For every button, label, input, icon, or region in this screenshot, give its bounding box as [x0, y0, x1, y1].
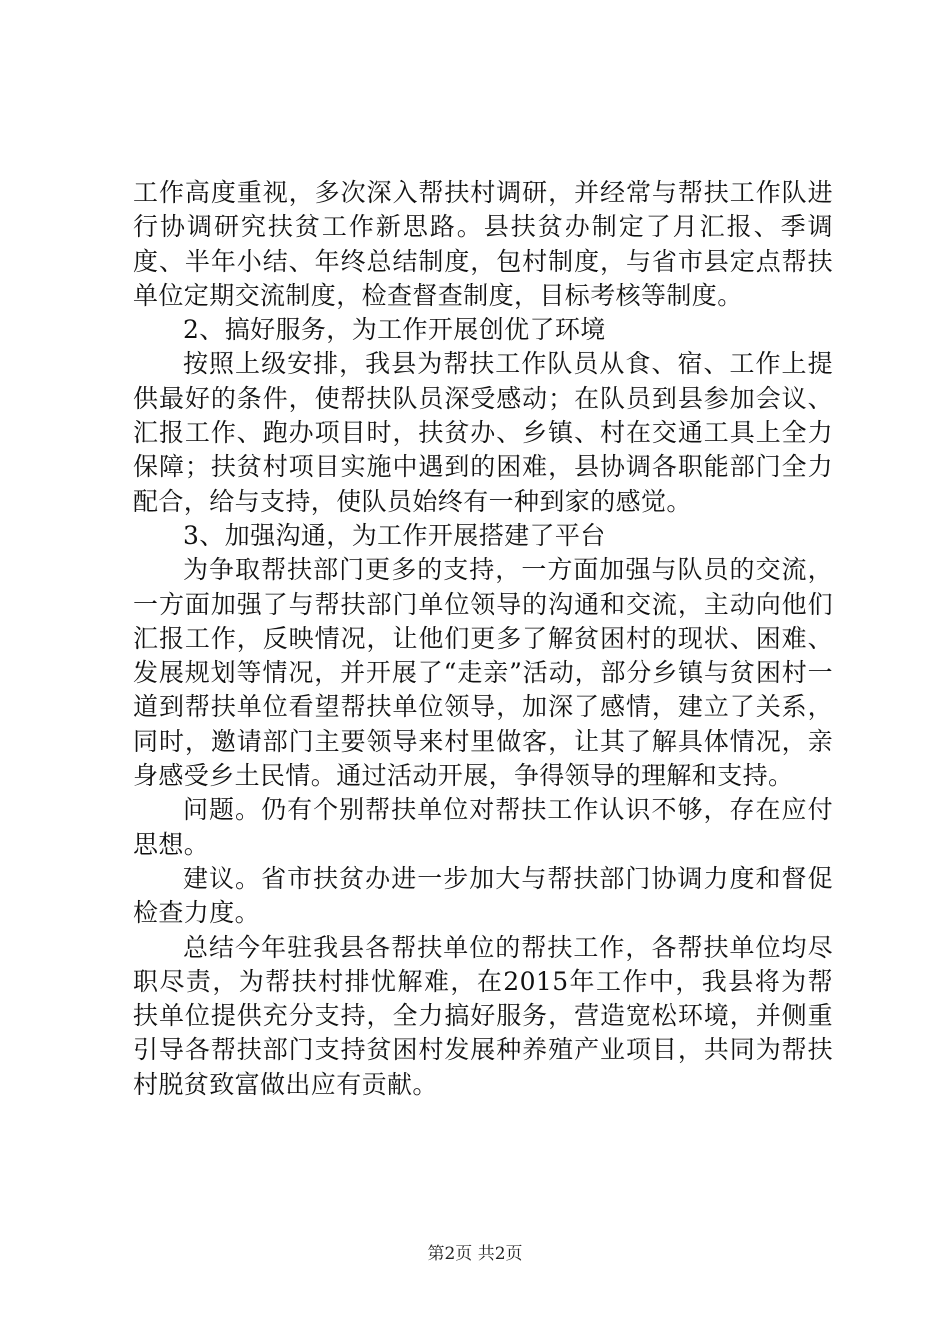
paragraph-continuation: 工作高度重视，多次深入帮扶村调研，并经常与帮扶工作队进行协调研究扶贫工作新思路。县扶贫办制定了月汇报、季调度、半年小结、年终总结制度，包村制度，与省市县定点帮扶单位定期交流制度，检查督查制度，目标考核等制度。	[133, 178, 833, 310]
document-body	[133, 176, 833, 1102]
paragraph-suggestion: 建议。省市扶贫办进一步加大与帮扶部门协调力度和督促检查力度。	[133, 863, 833, 928]
paragraph-communication: 为争取帮扶部门更多的支持，一方面加强与队员的交流，一方面加强了与帮扶部门单位领导的沟通和交流，主动向他们汇报工作，反映情况，让他们更多了解贫困村的现状、困难、发展规划等情况，并开展了“走亲”活动，部分乡镇与贫困村一道到帮扶单位看望帮扶单位领导，加深了感情，建立了关系，同时，邀请部门主要领导来村里做客，让其了解具体情况，亲身感受乡土民情。通过活动开展，争得领导的理解和支持。	[133, 555, 833, 791]
paragraph-summary: 总结今年驻我县各帮扶单位的帮扶工作，各帮扶单位均尽职尽责，为帮扶村排忧解难，在2015年工作中，我县将为帮扶单位提供充分支持，全力搞好服务，营造宽松环境，并侧重引导各帮扶部门支持贫困村发展种养殖产业项目，共同为帮扶村脱贫致富做出应有贡献。	[133, 932, 833, 1099]
paragraph-problem: 问题。仍有个别帮扶单位对帮扶工作认识不够，存在应付思想。	[133, 795, 833, 859]
paragraph-service: 按照上级安排，我县为帮扶工作队员从食、宿、工作上提供最好的条件，使帮扶队员深受感动；在队员到县参加会议、汇报工作、跑办项目时，扶贫办、乡镇、村在交通工具上全力保障；扶贫村项目实施中遇到的困难，县协调各职能部门全力配合，给与支持，使队员始终有一种到家的感觉。	[133, 349, 833, 516]
page-number-footer: 第2页 共2页	[427, 1244, 523, 1264]
section-heading-3: 3、加强沟通，为工作开展搭建了平台	[183, 520, 606, 550]
section-heading-2: 2、搞好服务，为工作开展创优了环境	[183, 315, 606, 345]
